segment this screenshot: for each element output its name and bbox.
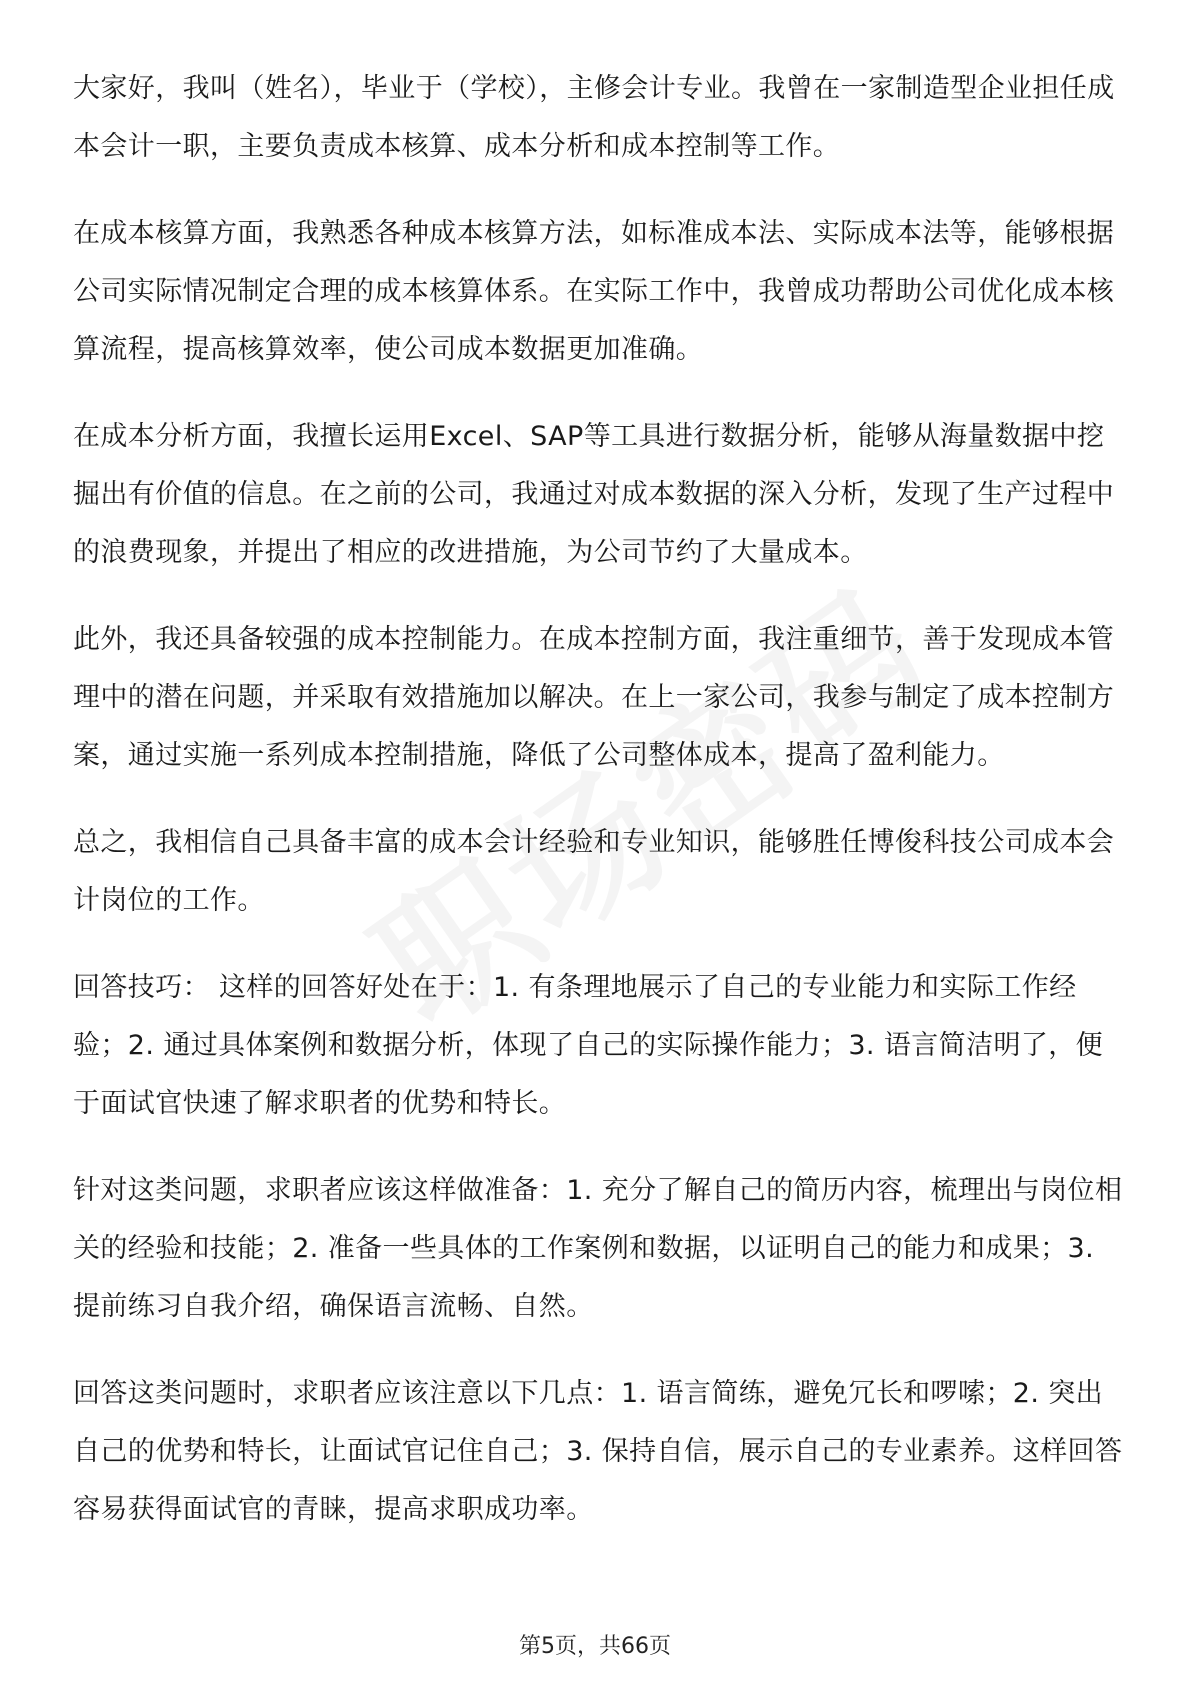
document-body [73,60,1123,1568]
paragraph-cost-accounting: 在成本核算方面，我熟悉各种成本核算方法，如标准成本法、实际成本法等，能够根据公司实际情况制定合理的成本核算体系。在实际工作中，我曾成功帮助公司优化成本核算流程，提高核算效率，使公司成本数据更加准确。 [73,218,1115,365]
paragraph-intro: 大家好，我叫（姓名），毕业于（学校），主修会计专业。我曾在一家制造型企业担任成本会计一职，主要负责成本核算、成本分析和成本控制等工作。 [73,73,1115,162]
paragraph-cost-control: 此外，我还具备较强的成本控制能力。在成本控制方面，我注重细节，善于发现成本管理中的潜在问题，并采取有效措施加以解决。在上一家公司，我参与制定了成本控制方案，通过实施一系列成本控制措施，降低了公司整体成本，提高了盈利能力。 [73,624,1115,771]
paragraph-answer-tips: 回答技巧： 这样的回答好处在于：1. 有条理地展示了自己的专业能力和实际工作经验；2. 通过具体案例和数据分析，体现了自己的实际操作能力；3. 语言简洁明了，便于面试官快速了解求职者的优势和特长。 [73,972,1104,1119]
paragraph-cost-analysis: 在成本分析方面，我擅长运用Excel、SAP等工具进行数据分析，能够从海量数据中挖掘出有价值的信息。在之前的公司，我通过对成本数据的深入分析，发现了生产过程中的浪费现象，并提出了相应的改进措施，为公司节约了大量成本。 [73,421,1115,568]
paragraph-preparation: 针对这类问题，求职者应该这样做准备：1. 充分了解自己的简历内容，梳理出与岗位相关的经验和技能；2. 准备一些具体的工作案例和数据，以证明自己的能力和成果；3. 提前练习自我介绍，确保语言流畅、自然。 [73,1175,1123,1322]
page-number: 第5页，共66页 [519,1634,671,1659]
paragraph-notes: 回答这类问题时，求职者应该注意以下几点：1. 语言简练，避免冗长和啰嗦；2. 突出自己的优势和特长，让面试官记住自己；3. 保持自信，展示自己的专业素养。这样回答容易获得面试官的青睐，提高求职成功率。 [73,1378,1123,1525]
paragraph-summary: 总之，我相信自己具备丰富的成本会计经验和专业知识，能够胜任博俊科技公司成本会计岗位的工作。 [73,827,1115,916]
